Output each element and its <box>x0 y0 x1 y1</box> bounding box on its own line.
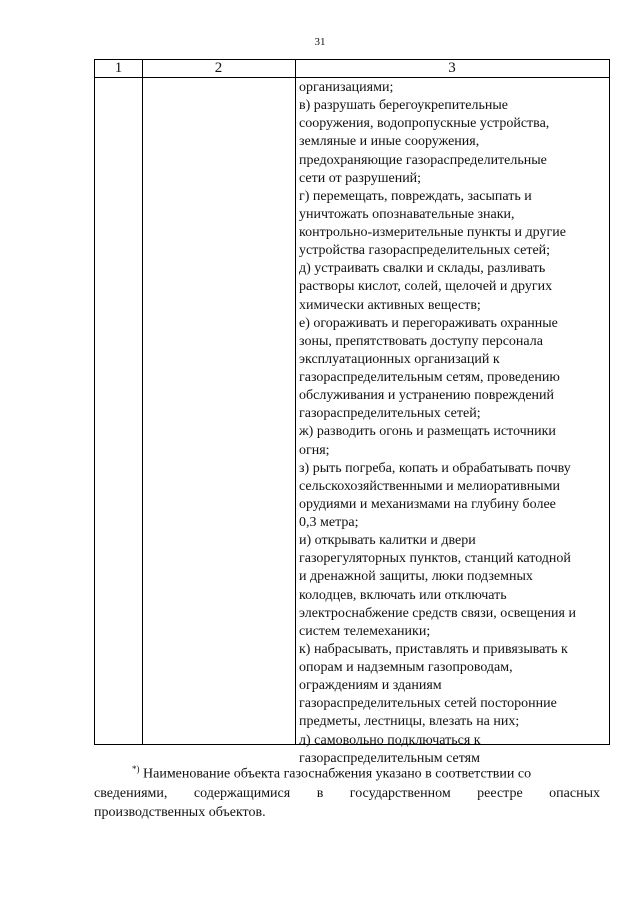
header-cell-1: 1 <box>114 60 123 76</box>
column-divider-2 <box>295 60 296 744</box>
column-3-line: г) перемещать, повреждать, засыпать и <box>299 188 532 204</box>
column-3-line: орудиями и механизмами на глубину более <box>299 496 556 512</box>
column-3-line: в) разрушать берегоукрепительные <box>299 98 509 114</box>
footnote-line-3: производственных объектов. <box>94 804 266 820</box>
column-3-line: сельскохозяйственными и мелиоративными <box>299 478 561 494</box>
column-divider-1 <box>142 60 143 744</box>
column-3-line: уничтожать опознавательные знаки, <box>299 206 515 222</box>
column-3-line: сооружения, водопропускные устройства, <box>299 116 550 132</box>
column-3-line: систем телемеханики; <box>299 623 431 639</box>
header-cell-2: 2 <box>214 60 223 76</box>
column-3-line: газораспределительных сетей; <box>299 406 481 422</box>
column-3-text <box>299 79 605 768</box>
column-3-line: зоны, препятствовать доступу персонала <box>299 333 543 349</box>
column-3-line: огня; <box>299 442 330 458</box>
column-3-line: 0,3 метра; <box>299 515 359 530</box>
column-3-line: обслуживания и устранению повреждений <box>299 388 555 404</box>
column-3-line: к) набрасывать, приставлять и привязывать к <box>299 641 568 657</box>
column-3-line: д) устраивать свалки и склады, разливать <box>299 261 546 277</box>
column-3-line: газорегуляторных пунктов, станций катодной <box>299 551 571 567</box>
column-3-line: электроснабжение средств связи, освещения и <box>299 605 576 621</box>
header-cell-3: 3 <box>448 60 456 76</box>
column-3-line: опорам и надземным газопроводам, <box>299 660 513 675</box>
document-table <box>94 59 610 766</box>
footnote-marker: *) <box>132 764 140 774</box>
footnote-line-1-text: Наименование объекта газоснабжения указано в соответствии со <box>143 766 532 782</box>
column-3-line: эксплуатационных организаций к <box>299 351 500 367</box>
column-3-line: ограждениям и зданиям <box>299 678 442 694</box>
column-3-line: ж) разводить огонь и размещать источники <box>299 424 556 440</box>
column-3-line: химически активных веществ; <box>299 297 481 313</box>
column-3-line: растворы кислот, солей, щелочей и других <box>299 279 553 295</box>
footnote-line-2: сведениями, содержащимися в государственном реестре опасных <box>94 785 600 801</box>
column-3-line: организациями; <box>299 80 394 95</box>
footnote-line-1 <box>94 760 600 784</box>
column-3-line: газораспределительным сетям, проведению <box>299 370 560 385</box>
column-3-line: колодцев, включать или отключать <box>299 587 507 603</box>
column-3-line: газораспределительным сетям <box>299 750 480 766</box>
column-3-line: л) самовольно подключаться к <box>299 732 481 748</box>
column-3-line: и дренажной защиты, люки подземных <box>299 569 533 585</box>
column-3-line: предохраняющие газораспределительные <box>299 152 547 168</box>
column-3-line: устройства газораспределительных сетей; <box>299 243 551 259</box>
column-3-line: сети от разрушений; <box>299 170 422 186</box>
column-3-line: з) рыть погреба, копать и обрабатывать почву <box>299 460 571 476</box>
column-3-line: предметы, лестницы, влезать на них; <box>299 714 520 730</box>
table-header-row <box>95 60 609 78</box>
column-3-line: е) огораживать и перегораживать охранные <box>299 315 558 331</box>
column-3-line: газораспределительных сетей посторонние <box>299 696 557 712</box>
footnote <box>94 760 600 822</box>
column-3-line: контрольно-измерительные пункты и другие <box>299 225 566 240</box>
column-3-line: и) открывать калитки и двери <box>299 533 476 549</box>
column-3-line: земляные и иные сооружения, <box>299 134 480 150</box>
page-number: 31 <box>314 36 326 48</box>
